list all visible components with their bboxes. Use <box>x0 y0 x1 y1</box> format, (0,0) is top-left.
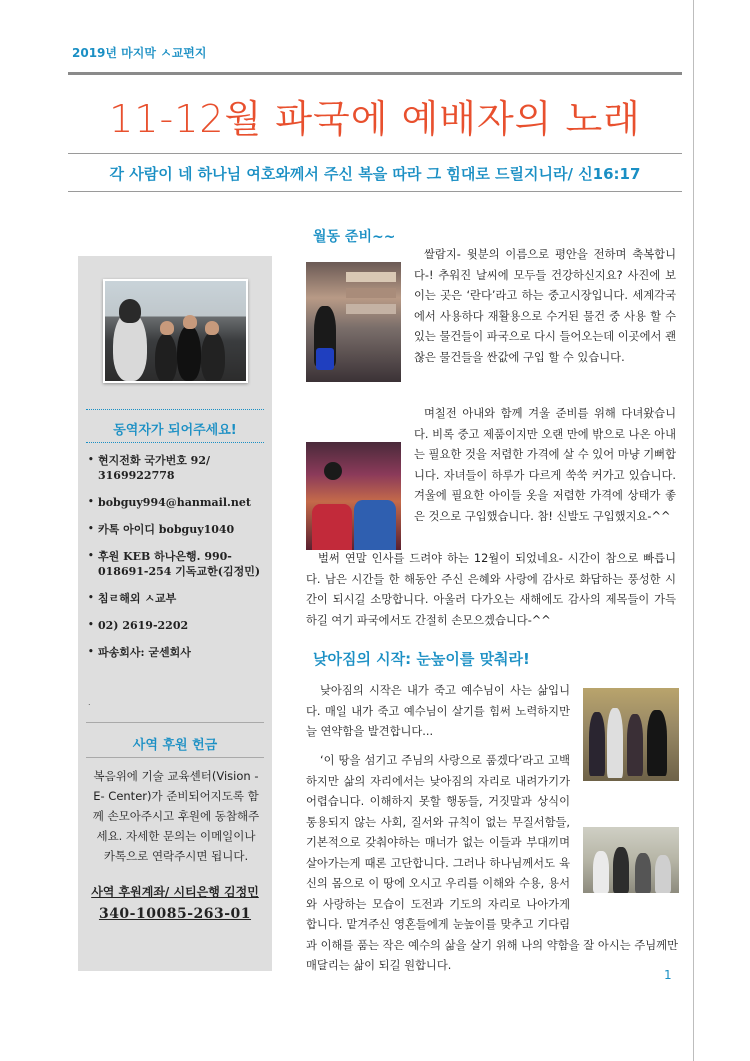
sidebar-heading-partner: 동역자가 되어주세요! <box>113 423 237 438</box>
contact-bank: • 후원 KEB 하나은행. 990-018691-254 기독교한(김정민) <box>88 549 268 579</box>
title-rule-top <box>68 153 682 154</box>
article1-paragraph1: 쌀람지- 윗분의 이름으로 평안을 전하며 축복합니다-! 추워진 날씨에 모두들 건강하신지요? 사진에 보이는 곳은 ‘란다’라고 하는 중고시장입니다. 세계각국에서 사용하다 재활용으로 수거된 물건 중 사용 할 수있는 물건들이 파국으로 다시 들어오는데 이곳에서 괜찮은 물건들을 싼값에 구입 할 수 있습니다. <box>414 248 676 364</box>
contact-mission-board: • 침ㄹ해외 ㅅ교부 <box>88 591 268 606</box>
stray-mark: . <box>88 698 91 707</box>
dotted-divider <box>86 442 264 443</box>
sidebar-divider <box>86 757 264 758</box>
paragraph-line: 매달리는 삶이 되길 원합니다. <box>306 959 452 972</box>
contact-email[interactable]: • bobguy994@hanmail.net <box>88 495 268 510</box>
paragraph-line: 어렵습니다. 이해하지 못할 행동들, 거짓말과 상식이 <box>306 795 570 808</box>
paragraph-line: 합니다. 맡겨주신 영혼들에게 눈높이를 맞추고 기다림 <box>306 918 570 931</box>
article2-paragraph2 <box>306 751 678 977</box>
right-margin-line <box>693 0 694 1061</box>
article1-paragraph3: 벌써 연말 인사를 드려야 하는 12월이 되었네요- 시간이 참으로 빠릅니다. 남은 시간들 한 해동안 주신 은혜와 사랑에 감사로 화답하는 풍성한 시간이 되시길 소망합니다. 아울러 다가오는 새해에도 감사의 제목들이 가득하길 여기 파국에서도 간절히 손모으겠습니다-^^ <box>306 552 676 627</box>
market-shoes-photo <box>306 262 401 382</box>
sidebar <box>78 256 272 971</box>
paragraph-line: 과 이해를 품는 작은 예수의 삶을 살기 위해 나의 약함을 잘 아시는 주님께만 <box>306 938 678 952</box>
paragraph-line: 와 사랑하는 모습이 도전과 기도의 자리로 나아가게 <box>306 897 570 911</box>
paragraph-line: 신의 몸으로 이 땅에 오시고 우리를 이해와 수용, 용서 <box>306 877 570 890</box>
sidebar-heading-support: 사역 후원 헌금 <box>132 738 218 753</box>
account-number: 340-10085-263-01 <box>98 906 252 922</box>
family-photo <box>103 279 248 383</box>
dotted-divider <box>86 409 264 410</box>
contact-list <box>88 453 268 670</box>
article2-paragraph1: 낮아짐의 시작은 내가 죽고 예수님이 사는 삶입니다. 매일 내가 죽고 예수님이 살기를 힘써 노력하지만 늘 연약함을 발견합니다... <box>306 684 570 738</box>
paragraph-line: 기본적으로 갖춰야하는 매너가 없는 이들과 부대끼며 <box>306 836 570 849</box>
title-rule-bottom <box>68 191 682 192</box>
bible-verse: 각 사람이 네 하나님 여호와께서 주신 복을 따라 그 힘대로 드릴지니라/ 신16:17 <box>109 165 641 183</box>
contact-office-phone: • 02) 2619-2202 <box>88 618 268 633</box>
page-number: 1 <box>664 968 672 982</box>
contact-kakao: • 카톡 아이디 bobguy1040 <box>88 522 268 537</box>
account-label: 사역 후원계좌/ 시티은행 김정민 <box>91 885 259 899</box>
paragraph-line: 통용되지 않는 사회, 질서와 규칙이 없는 무질서함들, <box>306 815 570 829</box>
paragraph-line: 하지만 삶의 자리에서는 낮아짐의 자리로 내려가기가 <box>306 774 570 788</box>
paragraph-line: ‘이 땅을 섬기고 주님의 사랑으로 품겠다’라고 고백 <box>320 754 570 767</box>
support-description: 복음위에 기술 교육센터(Vision - E- Center)가 준비되어지도록 함께 손모아주시고 후원에 동참해주세요. 자세한 문의는 이메일이나 카톡으로 연락주시면 됩니다. <box>92 769 260 863</box>
paragraph-line: 살아가는게 때론 고단합니다. 그러나 하나님께서도 육 <box>306 856 570 870</box>
contact-sending-org: • 파송회사: 굳센회사 <box>88 645 268 660</box>
article2-heading: 낮아짐의 시작: 눈높이를 맞춰라! <box>313 650 530 668</box>
market-clothes-photo <box>306 442 401 550</box>
article1-heading: 월동 준비~~ <box>313 229 396 245</box>
newsletter-label: 2019년 마지막 ㅅ교편지 <box>72 46 207 60</box>
header-rule <box>68 72 682 75</box>
sidebar-divider <box>86 722 264 723</box>
article1-paragraph2: 며칠전 아내와 함께 겨울 준비를 위해 다녀왔습니다. 비록 중고 제품이지만 오랜 만에 밖으로 나온 아내는 필요한 것을 저렴한 가격에 살 수 있어 마냥 기뻐합니다. 자녀들이 하루가 다르게 쑥쑥 커가고 있습니다. 겨울에 필요한 아이들 옷을 저렴한 가격에 상태가 좋은 것으로 구입했습니다. 참! 신발도 구입했지요-^^ <box>414 407 676 523</box>
page-title: 11-12월 파국에 예배자의 노래 <box>109 97 641 141</box>
contact-phone: • 현지전화 국가번호 92/ 3169922778 <box>88 453 268 483</box>
